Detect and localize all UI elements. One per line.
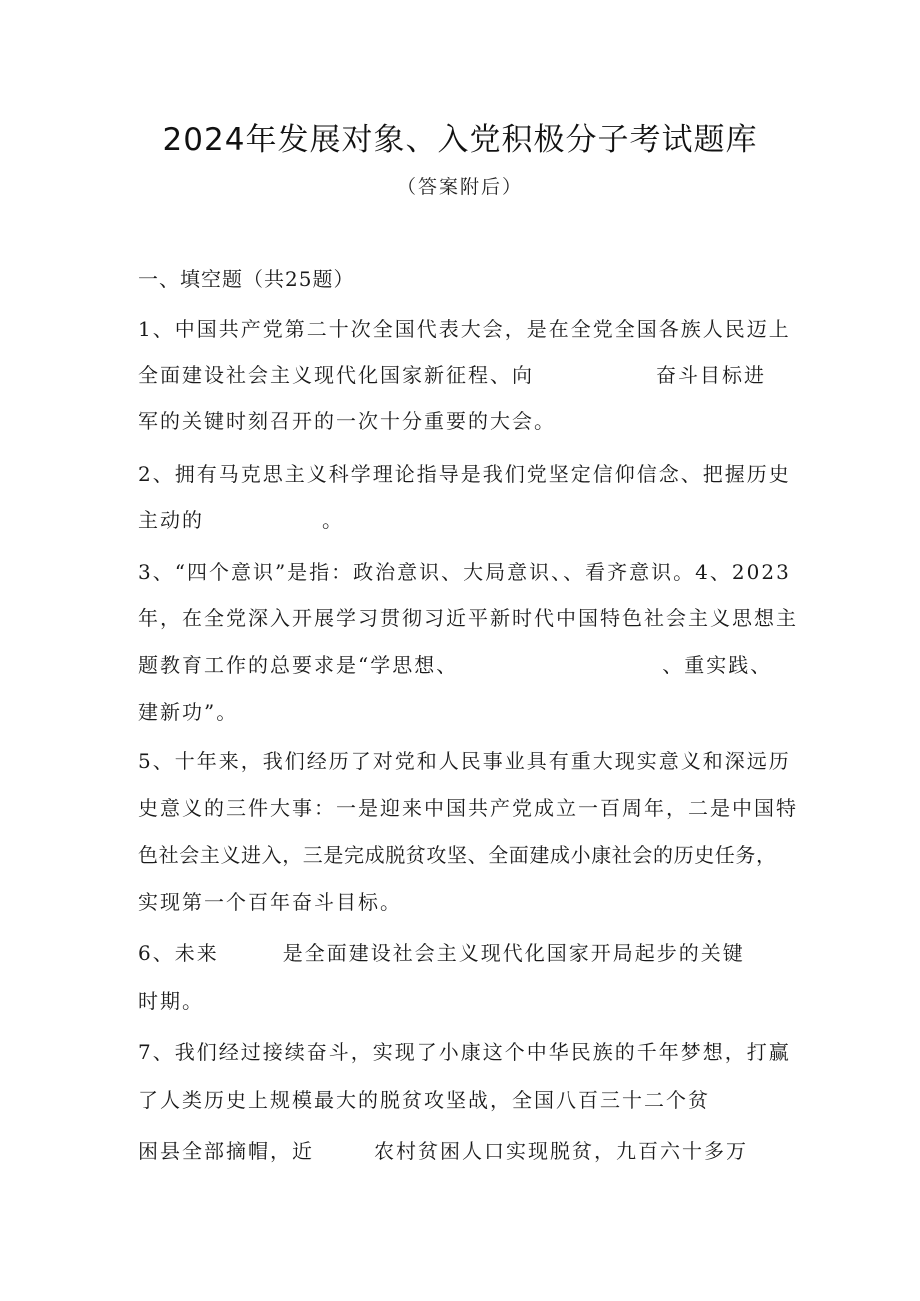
- text-line: [138, 1133, 748, 1169]
- text-line: [138, 502, 344, 538]
- text-segment: 奋斗目标进: [656, 363, 766, 387]
- text-line: [138, 1034, 791, 1070]
- text-line: [138, 694, 238, 730]
- text-line: [138, 357, 766, 393]
- text-segment: 5、十年来，我们经历了对党和人民事业具有重大现实意义和深远历: [138, 749, 791, 773]
- section-heading: 一、填空题（共25题）: [138, 267, 355, 291]
- text-line: [138, 983, 204, 1019]
- document-title: 2024年发展对象、入党积极分子考试题库: [162, 122, 758, 158]
- text-line: [138, 647, 772, 683]
- text-segment: 困县全部摘帽，近: [138, 1139, 314, 1163]
- text-segment: 史意义的三件大事：一是迎来中国共产党成立一百周年，二是中国特: [138, 796, 798, 820]
- text-segment: 7、我们经过接续奋斗，实现了小康这个中华民族的千年梦想，打赢: [138, 1040, 791, 1064]
- text-line: [138, 837, 777, 873]
- text-segment: 3、“四个意识”是指：政治意识、大局意识、、看齐意识。4、2023: [138, 560, 791, 584]
- text-segment: 6、未来: [138, 941, 219, 965]
- text-line: [138, 790, 798, 826]
- text-line: [138, 743, 791, 779]
- text-segment: 时期。: [138, 989, 204, 1013]
- text-line: [138, 935, 745, 971]
- text-segment: 实现第一个百年奋斗目标。: [138, 890, 402, 914]
- text-segment: 农村贫困人口实现脱贫，九百六十多万: [374, 1139, 748, 1163]
- text-line: [138, 1082, 710, 1118]
- text-segment: 建新功”。: [138, 700, 239, 724]
- text-segment: 了人类历史上规模最大的脱贫攻坚战，全国八百三十二个贫: [138, 1088, 710, 1112]
- text-segment: 。: [322, 508, 344, 532]
- text-segment: 1、中国共产党第二十次全国代表大会，是在全党全国各族人民迈上: [138, 317, 791, 341]
- text-segment: 主动的: [138, 508, 204, 532]
- text-segment: 2、拥有马克思主义科学理论指导是我们党坚定信仰信念、把握历史: [138, 462, 791, 486]
- text-segment: 色社会主义进入，三是完成脱贫攻坚、全面建成小康社会的历史任务，: [138, 843, 777, 867]
- text-line: [138, 311, 791, 347]
- text-segment: 题教育工作的总要求是“学思想、: [138, 653, 459, 677]
- text-line: [138, 456, 791, 492]
- document-subtitle: （答案附后）: [396, 176, 523, 198]
- text-line: [138, 600, 798, 636]
- text-segment: 、重实践、: [662, 653, 773, 677]
- text-segment: 军的关键时刻召开的一次十分重要的大会。: [138, 409, 556, 433]
- text-line: [138, 884, 402, 920]
- text-line: [138, 554, 791, 590]
- text-line: [138, 403, 556, 439]
- text-segment: 是全面建设社会主义现代化国家开局起步的关键: [282, 941, 745, 965]
- text-segment: 年，在全党深入开展学习贯彻习近平新时代中国特色社会主义思想主: [138, 606, 798, 630]
- text-segment: 全面建设社会主义现代化国家新征程、向: [138, 363, 534, 387]
